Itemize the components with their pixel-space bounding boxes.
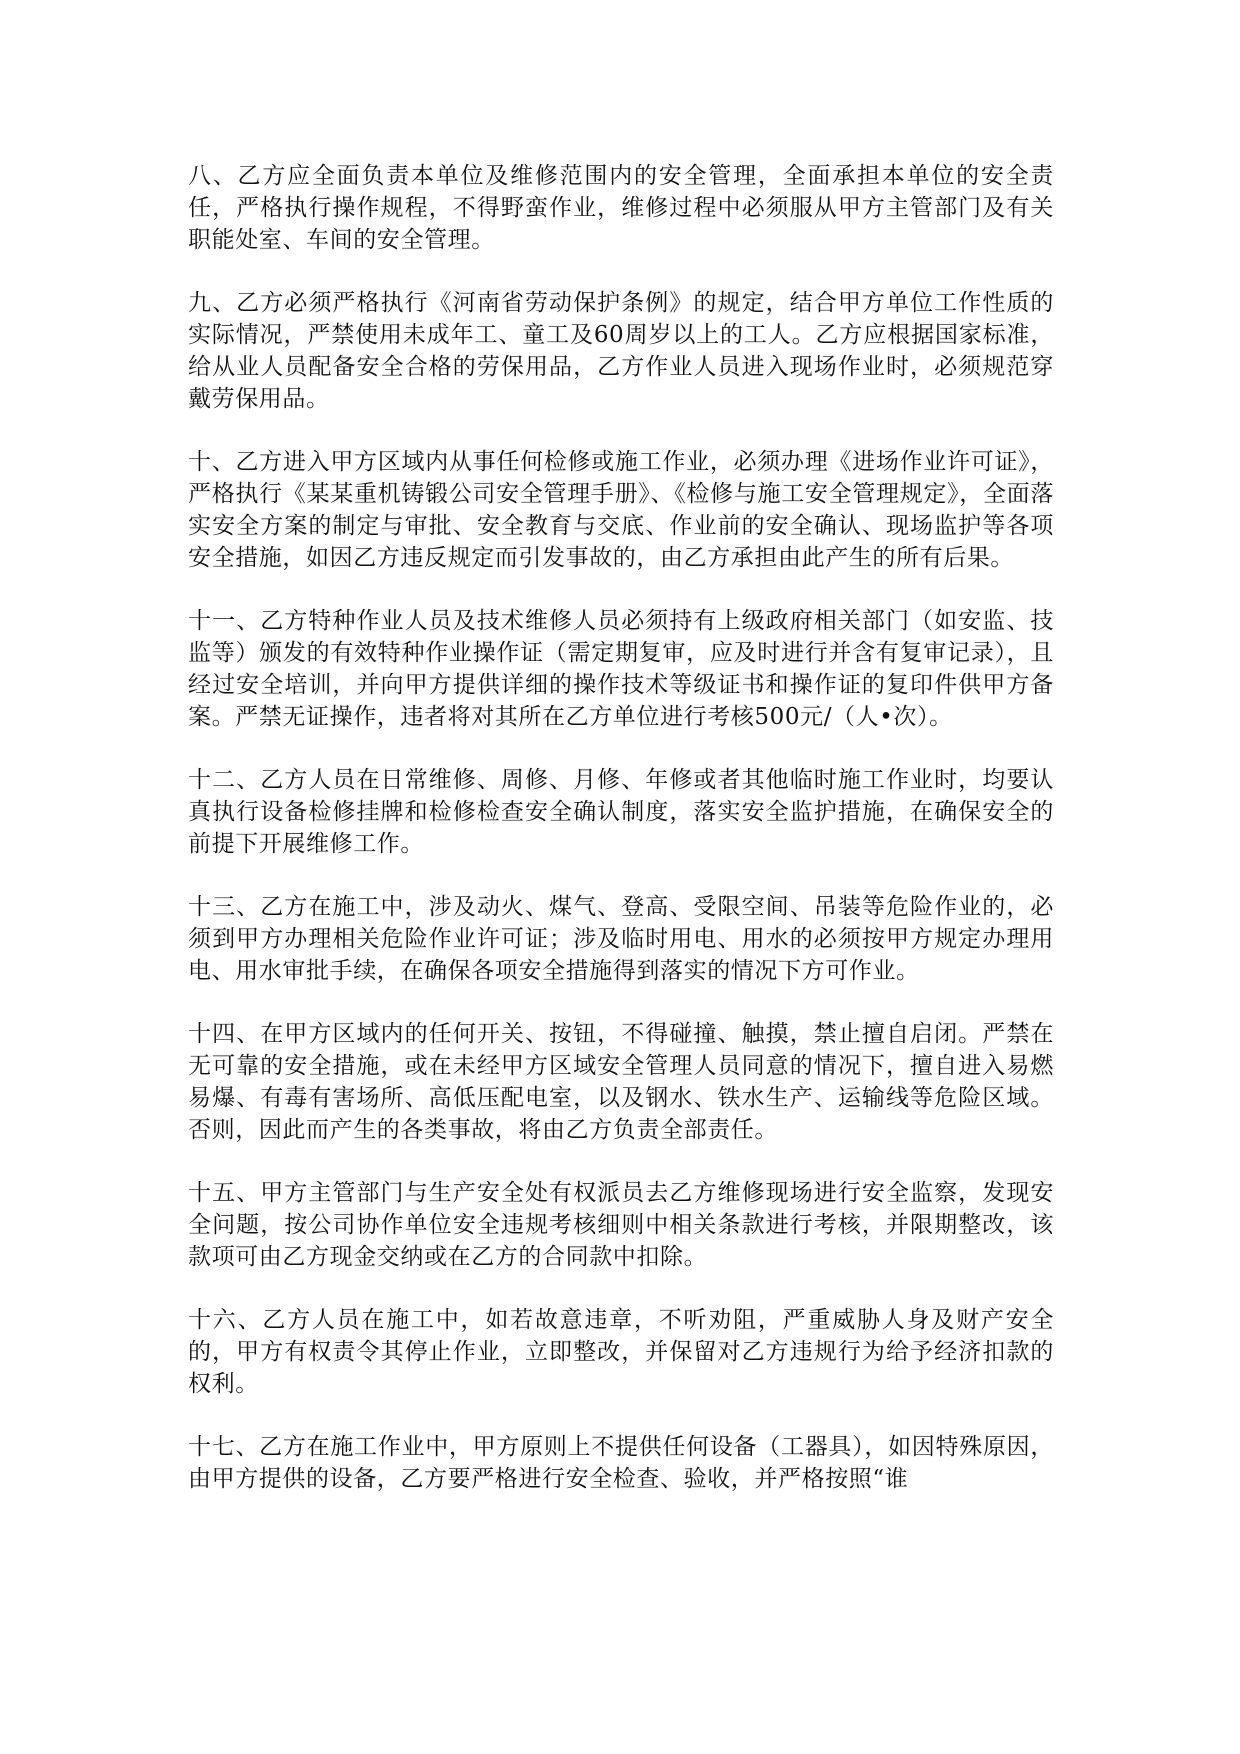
clause-14: 十四、在甲方区域内的任何开关、按钮，不得碰撞、触摸，禁止擅自启闭。严禁在无可靠的安全措施，或在未经甲方区域安全管理人员同意的情况下，擅自进入易燃易爆、有毒有害场所、高低压配电室，以及钢水、铁水生产、运输线等危险区域。否则，因此而产生的各类事故，将由乙方负责全部责任。 [188, 1021, 1054, 1143]
clause-11: 十一、乙方特种作业人员及技术维修人员必须持有上级政府相关部门（如安监、技监等）颁发的有效特种作业操作证（需定期复审，应及时进行并含有复审记录），且经过安全培训，并向甲方提供详细的操作技术等级证书和操作证的复印件供甲方备案。严禁无证操作，违者将对其所在乙方单位进行考核500元/（人•次）。 [188, 608, 1054, 730]
clause-8: 八、乙方应全面负责本单位及维修范围内的安全管理，全面承担本单位的安全责任，严格执行操作规程，不得野蛮作业，维修过程中必须服从甲方主管部门及有关职能处室、车间的安全管理。 [188, 163, 1054, 253]
clause-17: 十七、乙方在施工作业中，甲方原则上不提供任何设备（工器具），如因特殊原因，由甲方提供的设备，乙方要严格进行安全检查、验收，并严格按照“谁 [188, 1434, 1054, 1492]
document-page [188, 160, 1054, 1526]
clause-13: 十三、乙方在施工中，涉及动火、煤气、登高、受限空间、吊装等危险作业的，必须到甲方办理相关危险作业许可证；涉及临时用电、用水的必须按甲方规定办理用电、用水审批手续，在确保各项安全措施得到落实的情况下方可作业。 [188, 894, 1054, 984]
clause-10: 十、乙方进入甲方区域内从事任何检修或施工作业，必须办理《进场作业许可证》，严格执行《某某重机铸锻公司安全管理手册》、《检修与施工安全管理规定》，全面落实安全方案的制定与审批、安全教育与交底、作业前的安全确认、现场监护等各项安全措施，如因乙方违反规定而引发事故的，由乙方承担由此产生的所有后果。 [188, 449, 1054, 571]
clause-16: 十六、乙方人员在施工中，如若故意违章，不听劝阻，严重威胁人身及财产安全的，甲方有权责令其停止作业，立即整改，并保留对乙方违规行为给予经济扣款的权利。 [188, 1307, 1054, 1397]
clause-15: 十五、甲方主管部门与生产安全处有权派员去乙方维修现场进行安全监察，发现安全问题，按公司协作单位安全违规考核细则中相关条款进行考核，并限期整改，该款项可由乙方现金交纳或在乙方的合同款中扣除。 [188, 1180, 1054, 1270]
clause-9: 九、乙方必须严格执行《河南省劳动保护条例》的规定，结合甲方单位工作性质的实际情况，严禁使用未成年工、童工及60周岁以上的工人。乙方应根据国家标准，给从业人员配备安全合格的劳保用品，乙方作业人员进入现场作业时，必须规范穿戴劳保用品。 [188, 290, 1054, 412]
clause-12: 十二、乙方人员在日常维修、周修、月修、年修或者其他临时施工作业时，均要认真执行设备检修挂牌和检修检查安全确认制度，落实安全监护措施，在确保安全的前提下开展维修工作。 [188, 767, 1054, 857]
